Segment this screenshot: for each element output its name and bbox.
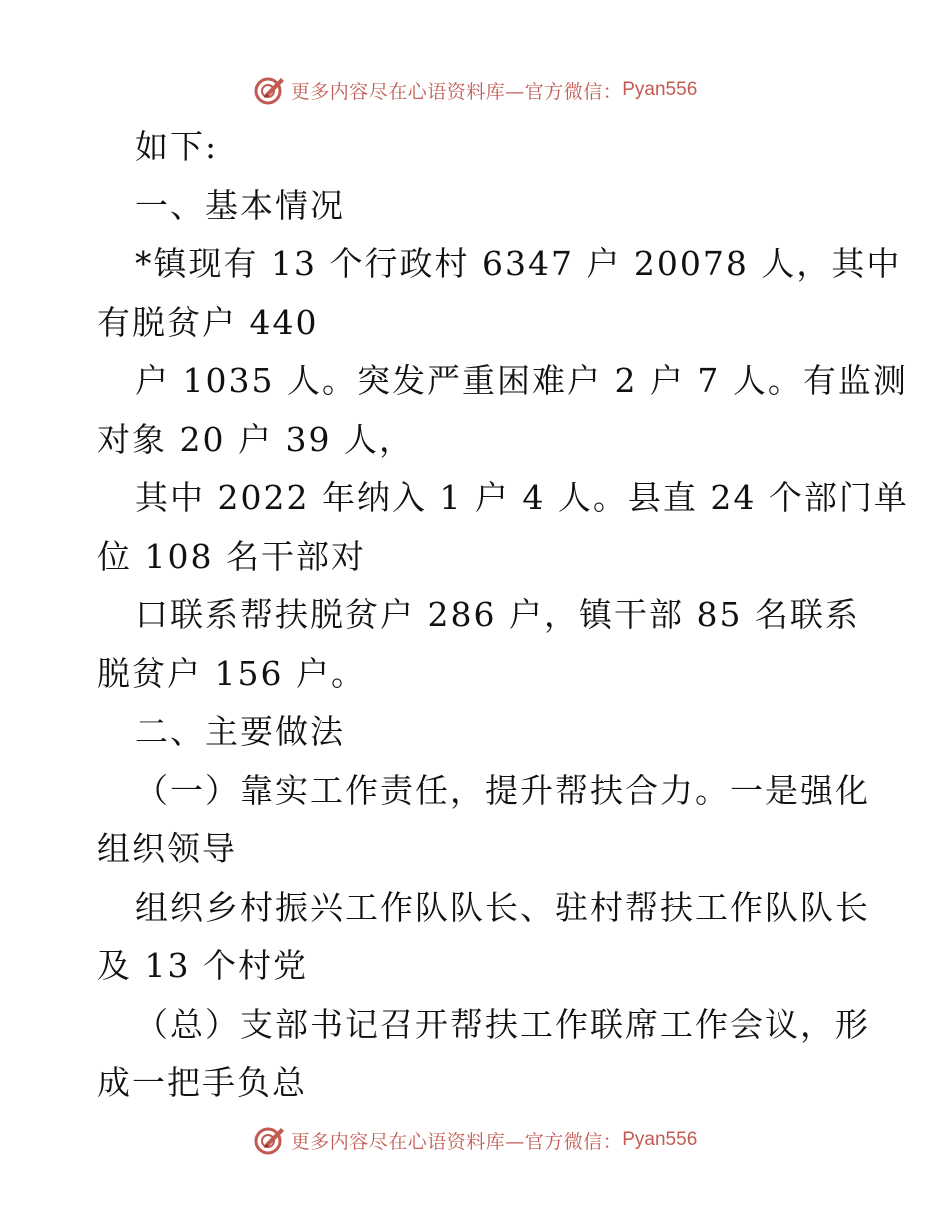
text-line: 位 108 名干部对 xyxy=(97,536,366,576)
document-body xyxy=(97,118,909,1113)
footer-banner-handle: Pyan556 xyxy=(622,1129,698,1150)
text-line: 组织乡村振兴工作队队长、驻村帮扶工作队队长 xyxy=(135,887,870,927)
footer-watermark-banner xyxy=(0,1120,950,1160)
text-line: 其中 2022 年纳入 1 户 4 人。县直 24 个部门单 xyxy=(135,478,909,517)
section-heading: 一、基本情况 xyxy=(135,185,345,225)
header-watermark-banner xyxy=(0,70,950,110)
text-line: 脱贫户 156 户。 xyxy=(97,653,366,693)
text-line: 有脱贫户 440 xyxy=(97,302,319,342)
text-line: 如下: xyxy=(135,127,219,166)
text-line: 口联系帮扶脱贫户 286 户，镇干部 85 名联系 xyxy=(135,595,860,634)
text-line: 对象 20 户 39 人， xyxy=(97,419,414,459)
text-line: 户 1035 人。突发严重困难户 2 户 7 人。有监测 xyxy=(135,361,908,400)
text-line: 组织领导 xyxy=(97,829,237,868)
section-heading: 二、主要做法 xyxy=(135,712,345,751)
header-banner-text: 更多内容尽在心语资料库—官方微信： xyxy=(290,80,623,103)
text-line: *镇现有 13 个行政村 6347 户 20078 人，其中 xyxy=(135,244,902,283)
text-line: （总）支部书记召开帮扶工作联席工作会议，形 xyxy=(135,1004,870,1044)
pen-logo-icon xyxy=(253,1123,287,1157)
text-line: 及 13 个村党 xyxy=(97,946,308,985)
text-line: 成一把手负总 xyxy=(97,1063,307,1102)
footer-banner-text: 更多内容尽在心语资料库—官方微信： xyxy=(290,1130,623,1153)
text-line: （一）靠实工作责任，提升帮扶合力。一是强化 xyxy=(135,770,870,810)
header-banner-handle: Pyan556 xyxy=(622,79,698,100)
pen-logo-icon xyxy=(253,73,287,107)
